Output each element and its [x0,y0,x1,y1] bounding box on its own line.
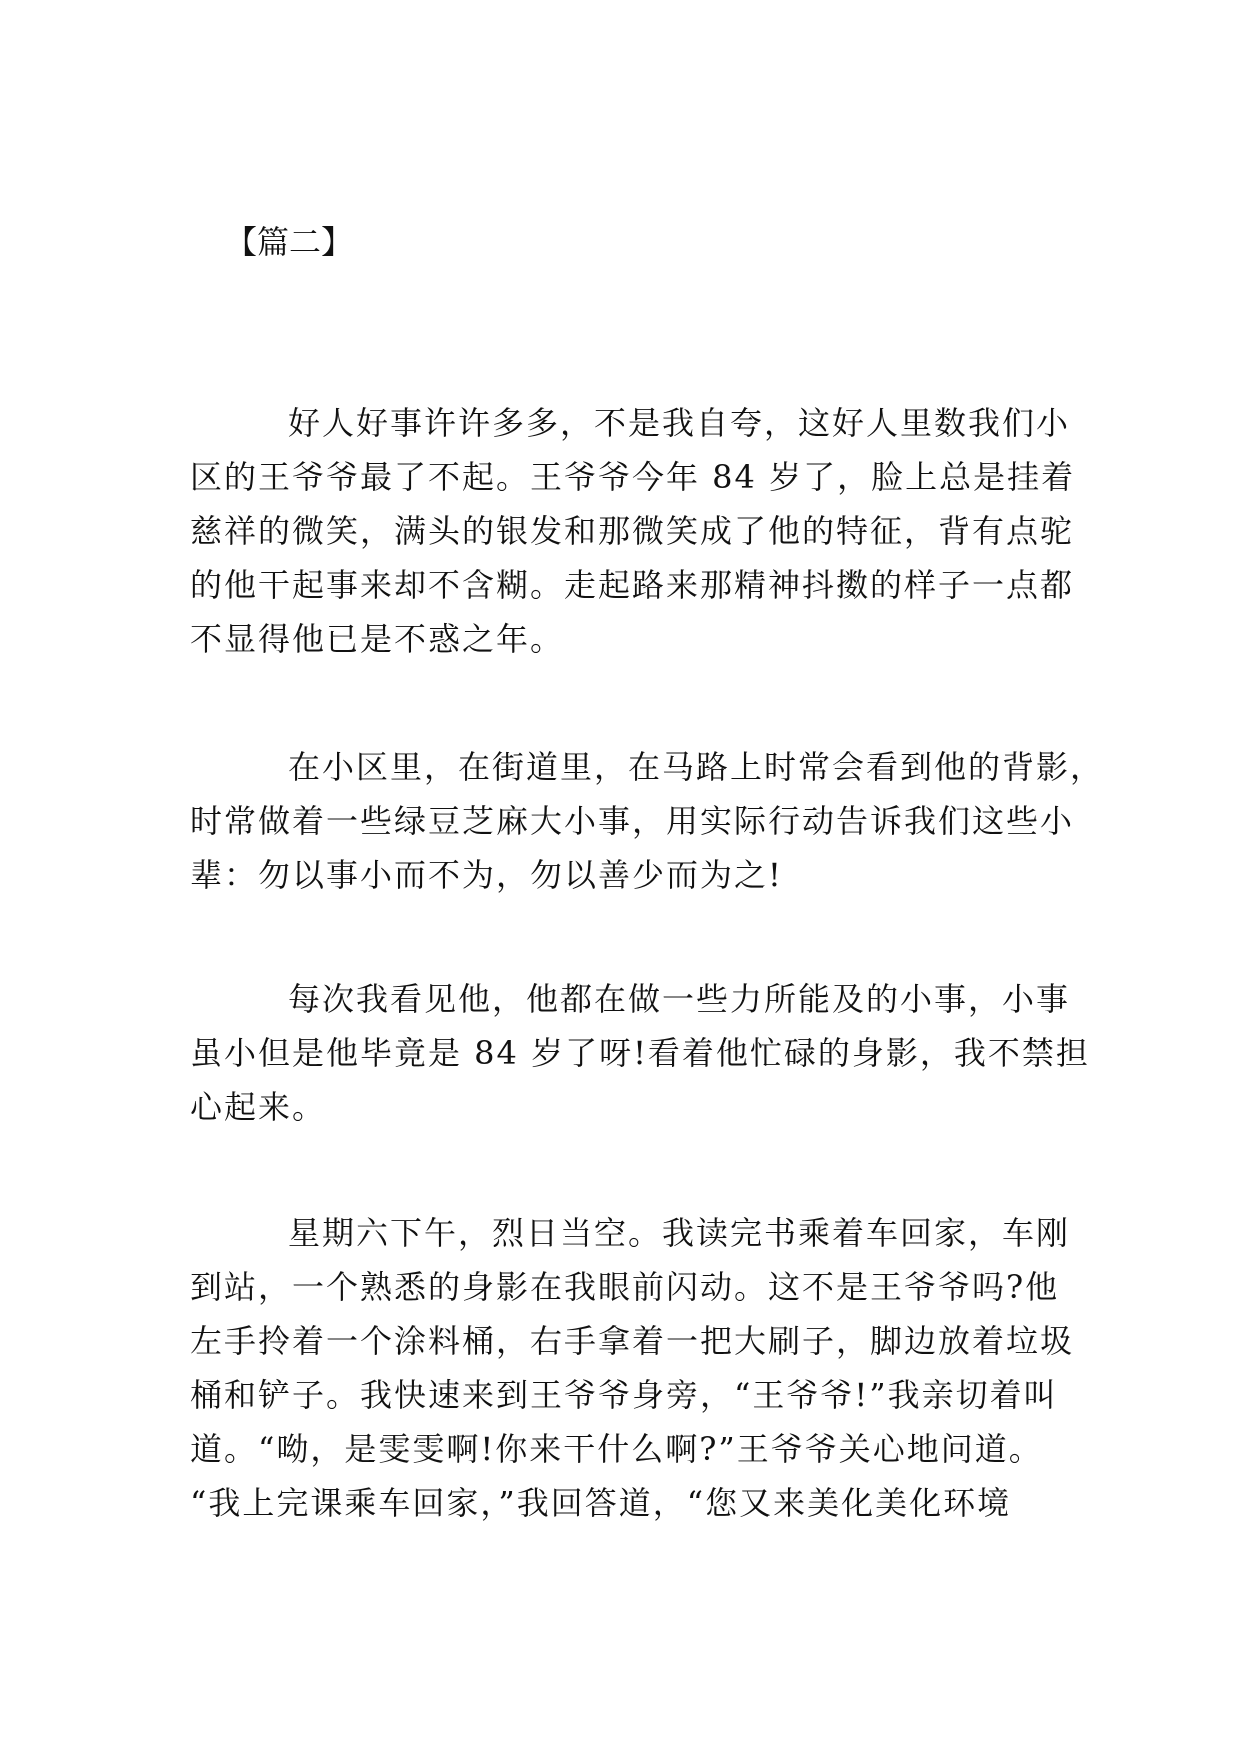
paragraph-line: 虽小但是他毕竟是 84 岁了呀!看着他忙碌的身影，我不禁担 [190,1034,1090,1072]
paragraph-1 [190,396,1075,666]
paragraph-4 [190,1206,1074,1530]
paragraph-line: 桶和铲子。我快速来到王爷爷身旁，“王爷爷!”我亲切着叫 [190,1376,1058,1414]
paragraph-line: 好人好事许许多多，不是我自夸，这好人里数我们小 [288,404,1071,442]
section-title: 【篇二】 [225,223,354,261]
paragraph-2 [190,740,1104,902]
paragraph-line: 不显得他已是不惑之年。 [190,620,565,658]
paragraph-line: 每次我看见他，他都在做一些力所能及的小事，小事 [288,980,1071,1018]
paragraph-line: 到站，一个熟悉的身影在我眼前闪动。这不是王爷爷吗?他 [190,1268,1060,1306]
paragraph-line: 区的王爷爷最了不起。王爷爷今年 84 岁了，脸上总是挂着 [190,458,1076,496]
paragraph-line: 在小区里，在街道里，在马路上时常会看到他的背影， [288,748,1105,786]
paragraph-line: 辈：勿以事小而不为，勿以善少而为之! [190,856,783,894]
paragraph-line: 左手拎着一个涂料桶，右手拿着一把大刷子，脚边放着垃圾 [190,1322,1075,1360]
paragraph-line: “我上完课乘车回家，”我回答道，“您又来美化美化环境 [190,1484,1012,1522]
paragraph-line: 星期六下午，烈日当空。我读完书乘着车回家，车刚 [288,1214,1071,1252]
paragraph-line: 道。“呦，是雯雯啊!你来干什么啊?”王爷爷关心地问道。 [190,1430,1043,1468]
paragraph-line: 心起来。 [190,1088,327,1126]
paragraph-line: 慈祥的微笑，满头的银发和那微笑成了他的特征，背有点驼 [190,512,1075,550]
paragraph-line: 的他干起事来却不含糊。走起路来那精神抖擞的样子一点都 [190,566,1075,604]
paragraph-line: 时常做着一些绿豆芝麻大小事，用实际行动告诉我们这些小 [190,802,1075,840]
paragraph-3 [190,972,1090,1134]
